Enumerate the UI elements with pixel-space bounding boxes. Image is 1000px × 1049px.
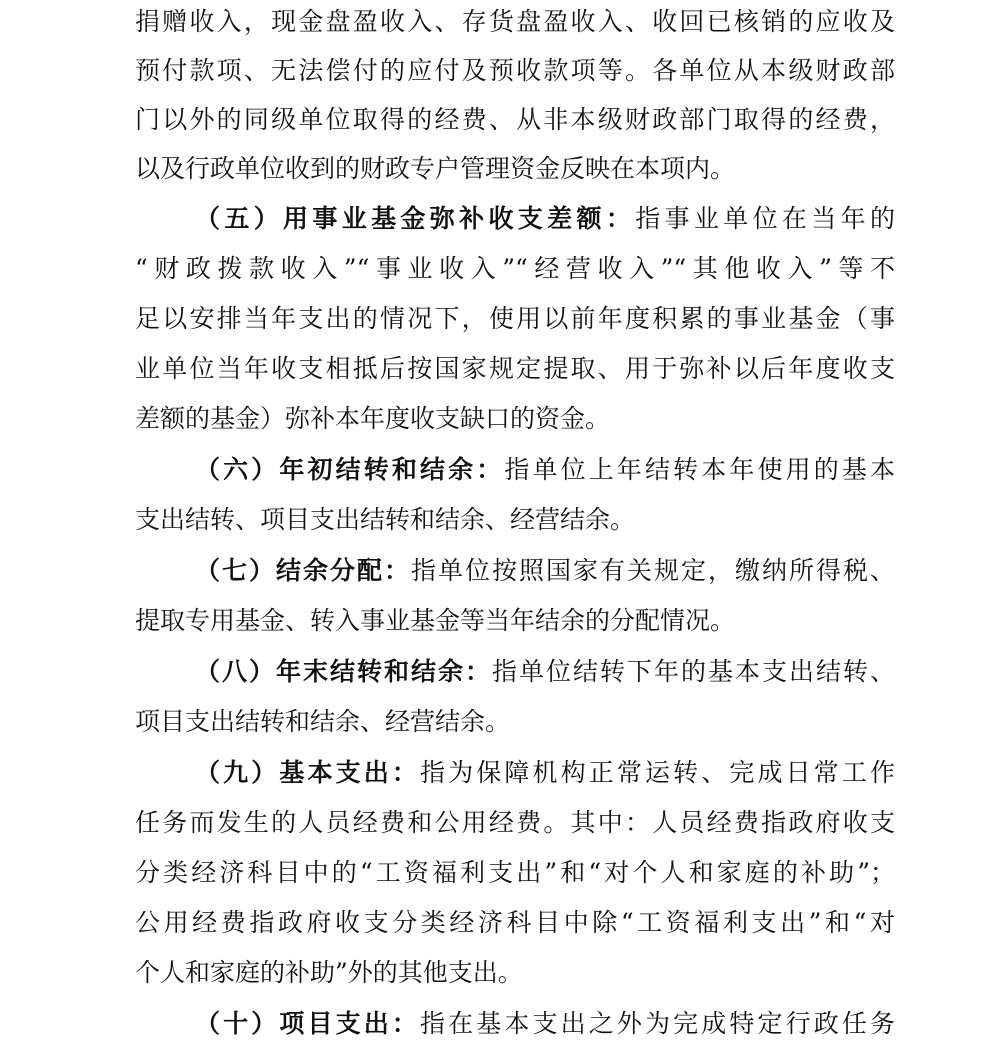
- body-line: [135, 898, 895, 948]
- section-line: [195, 445, 895, 495]
- line-text: 任务而发生的人员经费和公用经费。其中：人员经费指政府收支: [135, 808, 895, 837]
- line-text: 项目支出结转和结余、经营结余。: [135, 707, 511, 736]
- line-text: 分类经济科目中的“工资福利支出”和“对个人和家庭的补助”；: [135, 858, 895, 887]
- line-text: 公用经费指政府收支分类经济科目中除“工资福利支出”和“对: [135, 908, 895, 937]
- line-text: 差额的基金）弥补本年度收支缺口的资金。: [135, 404, 611, 433]
- section-heading: （八）年末结转和结余：: [195, 657, 492, 686]
- body-line: [135, 144, 895, 194]
- line-text: 指事业单位在当年的: [635, 204, 895, 233]
- body-line: [135, 0, 895, 47]
- line-text: 个人和家庭的补助”外的其他支出。: [135, 958, 523, 987]
- line-text: 足以安排当年支出的情况下，使用以前年度积累的事业基金（事: [135, 304, 895, 333]
- section-line: [195, 194, 895, 244]
- body-line: [135, 495, 895, 545]
- section-heading: （九）基本支出：: [195, 758, 420, 787]
- line-text: 提取专用基金、转入事业基金等当年结余的分配情况。: [135, 606, 736, 635]
- body-line: [135, 344, 895, 394]
- section-heading: （五）用事业基金弥补收支差额：: [195, 204, 636, 233]
- line-text: 指单位结转下年的基本支出结转、: [492, 657, 895, 686]
- body-line: [135, 244, 895, 294]
- body-line: [135, 95, 895, 145]
- section-heading: （七）结余分配：: [195, 556, 411, 585]
- line-text: 门以外的同级单位取得的经费、从非本级财政部门取得的经费，: [135, 105, 895, 134]
- section-line: [195, 546, 895, 596]
- line-text: 指为保障机构正常运转、完成日常工作: [420, 758, 895, 787]
- line-text: 捐赠收入，现金盘盈收入、存货盘盈收入、收回已核销的应收及: [135, 7, 895, 36]
- body-line: [135, 848, 895, 898]
- line-text: 指在基本支出之外为完成特定行政任务: [420, 1009, 895, 1038]
- section-line: [195, 999, 895, 1049]
- body-line: [135, 697, 895, 747]
- line-text: “财政拨款收入”“事业收入”“经营收入”“其他收入”等不: [135, 254, 895, 283]
- line-text: 指单位上年结转本年使用的基本: [504, 455, 895, 484]
- line-text: 指单位按照国家有关规定，缴纳所得税、: [411, 556, 895, 585]
- section-line: [195, 748, 895, 798]
- section-heading: （十）项目支出：: [195, 1009, 420, 1038]
- line-text: 业单位当年收支相抵后按国家规定提取、用于弥补以后年度收支: [135, 354, 895, 383]
- body-line: [135, 948, 895, 998]
- section-heading: （六）年初结转和结余：: [195, 455, 505, 484]
- section-line: [195, 647, 895, 697]
- line-text: 预付款项、无法偿付的应付及预收款项等。各单位从本级财政部: [135, 56, 895, 85]
- body-line: [135, 596, 895, 646]
- body-line: [135, 394, 895, 444]
- body-line: [135, 46, 895, 96]
- body-line: [135, 798, 895, 848]
- body-line: [135, 294, 895, 344]
- line-text: 以及行政单位收到的财政专户管理资金反映在本项内。: [135, 154, 736, 183]
- line-text: 支出结转、项目支出结转和结余、经营结余。: [135, 505, 636, 534]
